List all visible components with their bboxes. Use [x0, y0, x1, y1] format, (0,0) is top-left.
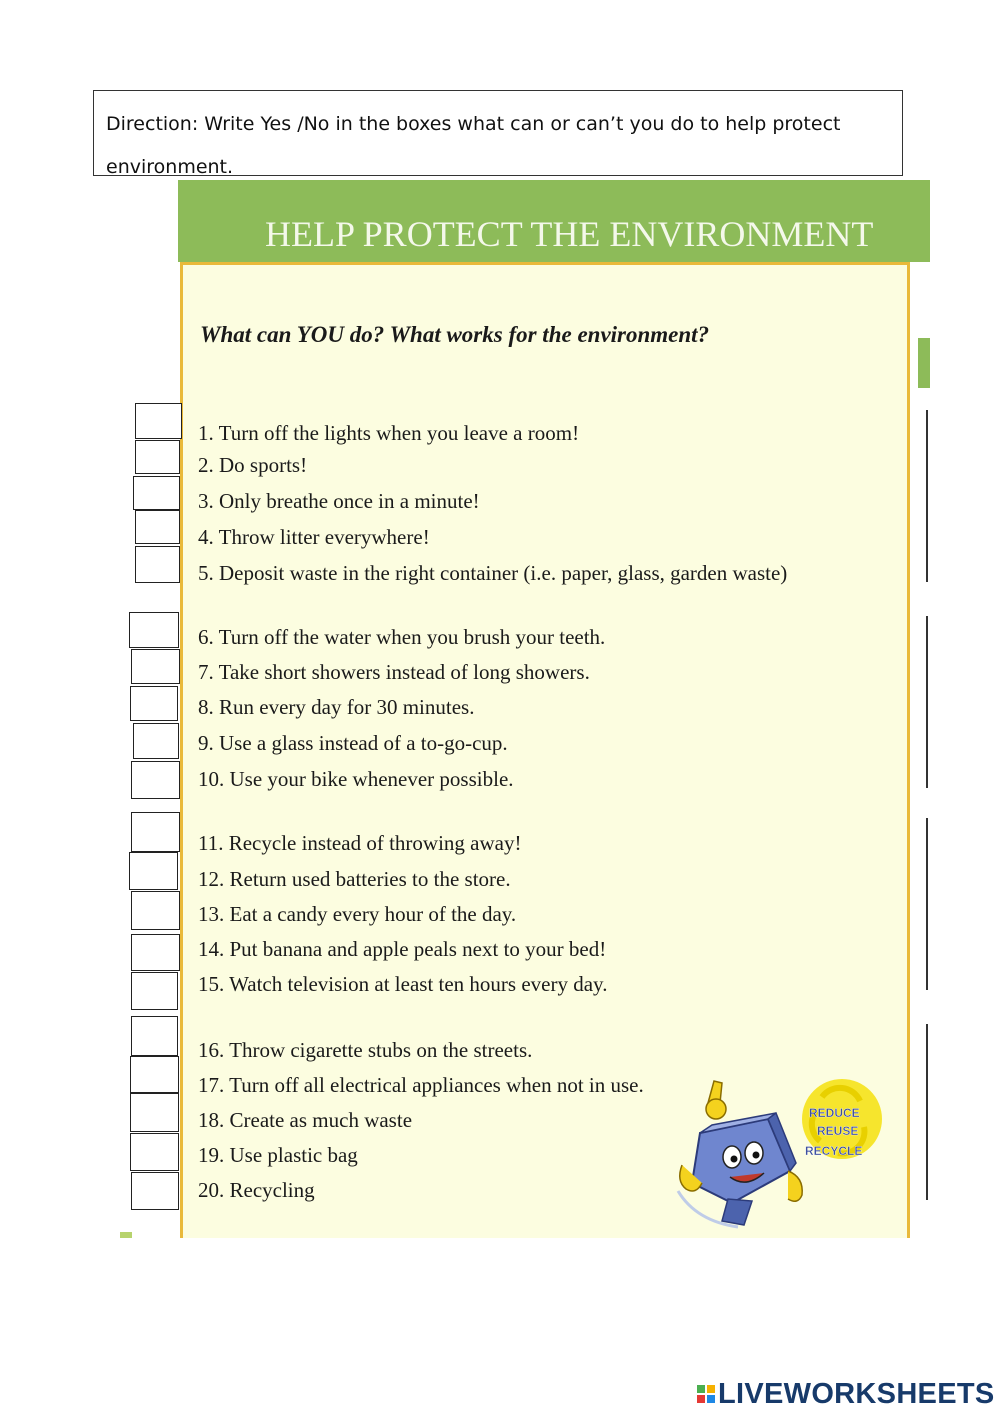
- direction-box: [93, 90, 903, 176]
- answer-box-6[interactable]: [129, 612, 179, 648]
- statement-18: 18. Create as much waste: [198, 1108, 413, 1132]
- answer-box-4[interactable]: [135, 510, 180, 544]
- answer-box-11[interactable]: [131, 812, 180, 852]
- statement-10: 10. Use your bike whenever possible.: [198, 767, 514, 791]
- statement-3: 3. Only breathe once in a minute!: [198, 489, 480, 513]
- answer-box-5[interactable]: [135, 546, 180, 583]
- statement-14: 14. Put banana and apple peals next to your bed!: [198, 937, 607, 961]
- adjacent-bracket: [926, 616, 932, 788]
- statement-4: 4. Throw litter everywhere!: [198, 525, 430, 549]
- answer-box-7[interactable]: [131, 649, 180, 684]
- mascot-label-reuse: REUSE: [817, 1124, 859, 1138]
- statement-15: 15. Watch television at least ten hours every day.: [198, 972, 608, 996]
- answer-box-13[interactable]: [131, 891, 180, 930]
- answer-box-20[interactable]: [131, 1172, 179, 1210]
- answer-box-16[interactable]: [131, 1016, 178, 1056]
- worksheet-title: HELP PROTECT THE ENVIRONMENT: [265, 214, 874, 254]
- adjacent-page-tab: [918, 338, 930, 388]
- statement-2: 2. Do sports!: [198, 453, 308, 477]
- answer-box-17[interactable]: [130, 1056, 179, 1093]
- answer-box-2[interactable]: [135, 440, 180, 474]
- statement-9: 9. Use a glass instead of a to-go-cup.: [198, 731, 508, 755]
- adjacent-bracket: [926, 1024, 932, 1200]
- statement-5: 5. Deposit waste in the right container (i.e. paper, glass, garden waste): [198, 561, 788, 585]
- statement-11: 11. Recycle instead of throwing away!: [198, 831, 522, 855]
- statement-17: 17. Turn off all electrical appliances when not in use.: [198, 1073, 644, 1097]
- answer-box-3[interactable]: [133, 476, 180, 510]
- liveworksheets-brand: [697, 1377, 995, 1411]
- worksheet-question: What can YOU do? What works for the environment?: [200, 322, 710, 347]
- direction-text-line-2: environment.: [106, 156, 234, 178]
- recycle-mascot-image: [672, 1075, 884, 1235]
- adjacent-bracket: [926, 410, 932, 582]
- answer-box-18[interactable]: [130, 1093, 179, 1132]
- statement-7: 7. Take short showers instead of long showers.: [198, 660, 590, 684]
- brand-name: LIVEWORKSHEETS: [718, 1377, 995, 1410]
- liveworksheets-logo-icon: [697, 1385, 715, 1403]
- answer-box-19[interactable]: [130, 1133, 179, 1171]
- statement-16: 16. Throw cigarette stubs on the streets.: [198, 1038, 533, 1062]
- answer-box-1[interactable]: [135, 403, 182, 439]
- statement-12: 12. Return used batteries to the store.: [198, 867, 511, 891]
- statement-20: 20. Recycling: [198, 1178, 315, 1202]
- mascot-label-recycle: RECYCLE: [805, 1144, 863, 1158]
- statement-13: 13. Eat a candy every hour of the day.: [198, 902, 517, 926]
- direction-text-line-1: Direction: Write Yes /No in the boxes what can or can’t you do to help protect: [106, 113, 841, 135]
- answer-box-9[interactable]: [133, 723, 179, 759]
- answer-box-15[interactable]: [131, 972, 178, 1010]
- answer-box-8[interactable]: [130, 686, 178, 721]
- adjacent-bracket: [926, 818, 932, 990]
- mascot-label-reduce: REDUCE: [809, 1106, 860, 1120]
- statement-8: 8. Run every day for 30 minutes.: [198, 695, 475, 719]
- answer-box-10[interactable]: [131, 761, 180, 799]
- adjacent-page-edge: [912, 262, 930, 1238]
- worksheet-header: [178, 180, 930, 262]
- statement-1: 1. Turn off the lights when you leave a room!: [198, 421, 580, 445]
- statement-6: 6. Turn off the water when you brush your teeth.: [198, 625, 606, 649]
- answer-box-12[interactable]: [129, 852, 178, 890]
- statement-19: 19. Use plastic bag: [198, 1143, 358, 1167]
- page-edge-mark: [120, 1232, 132, 1238]
- answer-box-14[interactable]: [131, 934, 180, 971]
